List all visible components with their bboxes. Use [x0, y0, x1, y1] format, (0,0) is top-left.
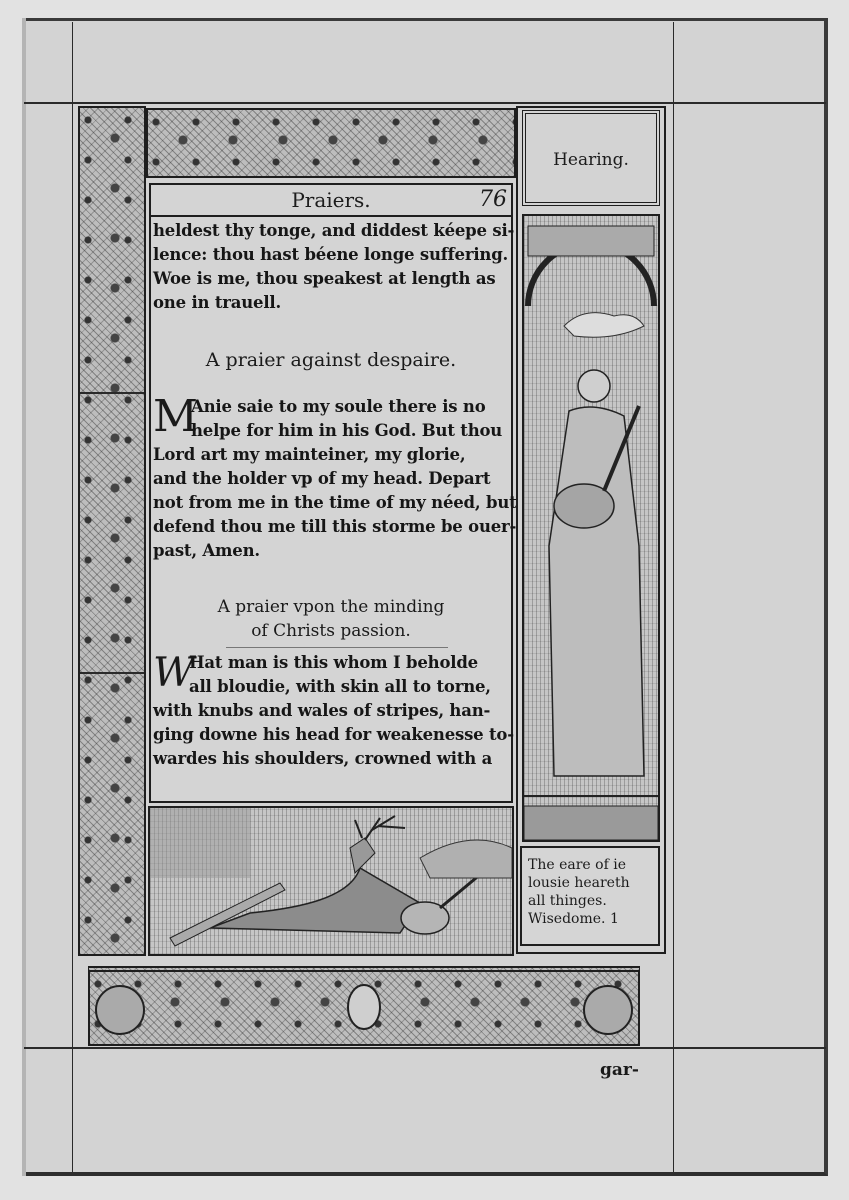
lute-player-drawing [524, 216, 658, 840]
side-label-box [522, 110, 660, 206]
stag-with-instruments-icon [148, 806, 514, 956]
text-line: Hat man is this whom I beholde [189, 653, 478, 672]
prayer-paragraph [153, 651, 514, 771]
text-block [149, 183, 517, 803]
text-line: Anie saie to my soule there is no [191, 397, 486, 416]
prayer-paragraph [153, 391, 517, 563]
guide-line-bottom [24, 1047, 826, 1049]
border-divider [80, 392, 144, 394]
heading-underline [226, 647, 448, 648]
section-heading [151, 595, 511, 643]
marginal-line: lousie heareth [528, 875, 630, 891]
heading-line: A praier vpon the minding [217, 597, 445, 617]
text-line: wardes his shoulders, crowned with a [153, 749, 493, 768]
text-line: defend thou me till this storme be ouer- [153, 517, 517, 536]
text-line: one in trauell. [153, 293, 282, 312]
running-title: Praiers. [291, 188, 371, 212]
frieze-drawing [90, 972, 638, 1042]
text-line: with knubs and wales of stripes, han- [153, 701, 491, 720]
text-line: ging downe his head for weakenesse to- [153, 725, 514, 744]
drop-cap: M [153, 391, 199, 442]
page-number: 76 [479, 187, 507, 212]
text-line: lence: thou hast béene longe suffering. [153, 245, 509, 264]
marginal-line: all thinges. [528, 893, 607, 909]
woman-playing-lute-icon [522, 214, 660, 842]
opening-paragraph [153, 219, 515, 315]
text-line: all bloudie, with skin all to torne, [189, 677, 491, 696]
text-line: Woe is me, thou speakest at length as [153, 269, 496, 288]
guide-line-right [673, 22, 674, 1172]
drop-cap: W [153, 650, 195, 696]
text-line: not from me in the time of my néed, but [153, 493, 517, 512]
section-heading: A praier against despaire. [205, 349, 457, 371]
lion-mask-fruit-frieze-icon [88, 966, 640, 1046]
floral-vase-border-icon [78, 106, 146, 956]
guide-line-left [72, 22, 73, 1172]
ornamental-frieze-icon [146, 108, 516, 178]
guide-line-top [24, 102, 826, 104]
heading-line: of Christs passion. [251, 621, 411, 641]
page-gutter-edge [22, 18, 26, 1176]
side-label: Hearing. [553, 150, 629, 170]
text-line: and the holder vp of my head. Depart [153, 469, 491, 488]
border-divider [80, 672, 144, 674]
marginal-note [520, 846, 660, 946]
marginal-line: Wisedome. 1 [528, 911, 619, 927]
marginal-line: The eare of ie [528, 857, 626, 873]
text-line: helpe for him in his God. But thou [191, 421, 503, 440]
catchword: gar- [600, 1060, 639, 1080]
running-head [151, 185, 511, 217]
text-line: past, Amen. [153, 541, 260, 560]
text-line: Lord art my mainteiner, my glorie, [153, 445, 466, 464]
text-line: heldest thy tonge, and diddest kéepe si- [153, 221, 515, 240]
stag-scene-drawing [150, 808, 512, 954]
